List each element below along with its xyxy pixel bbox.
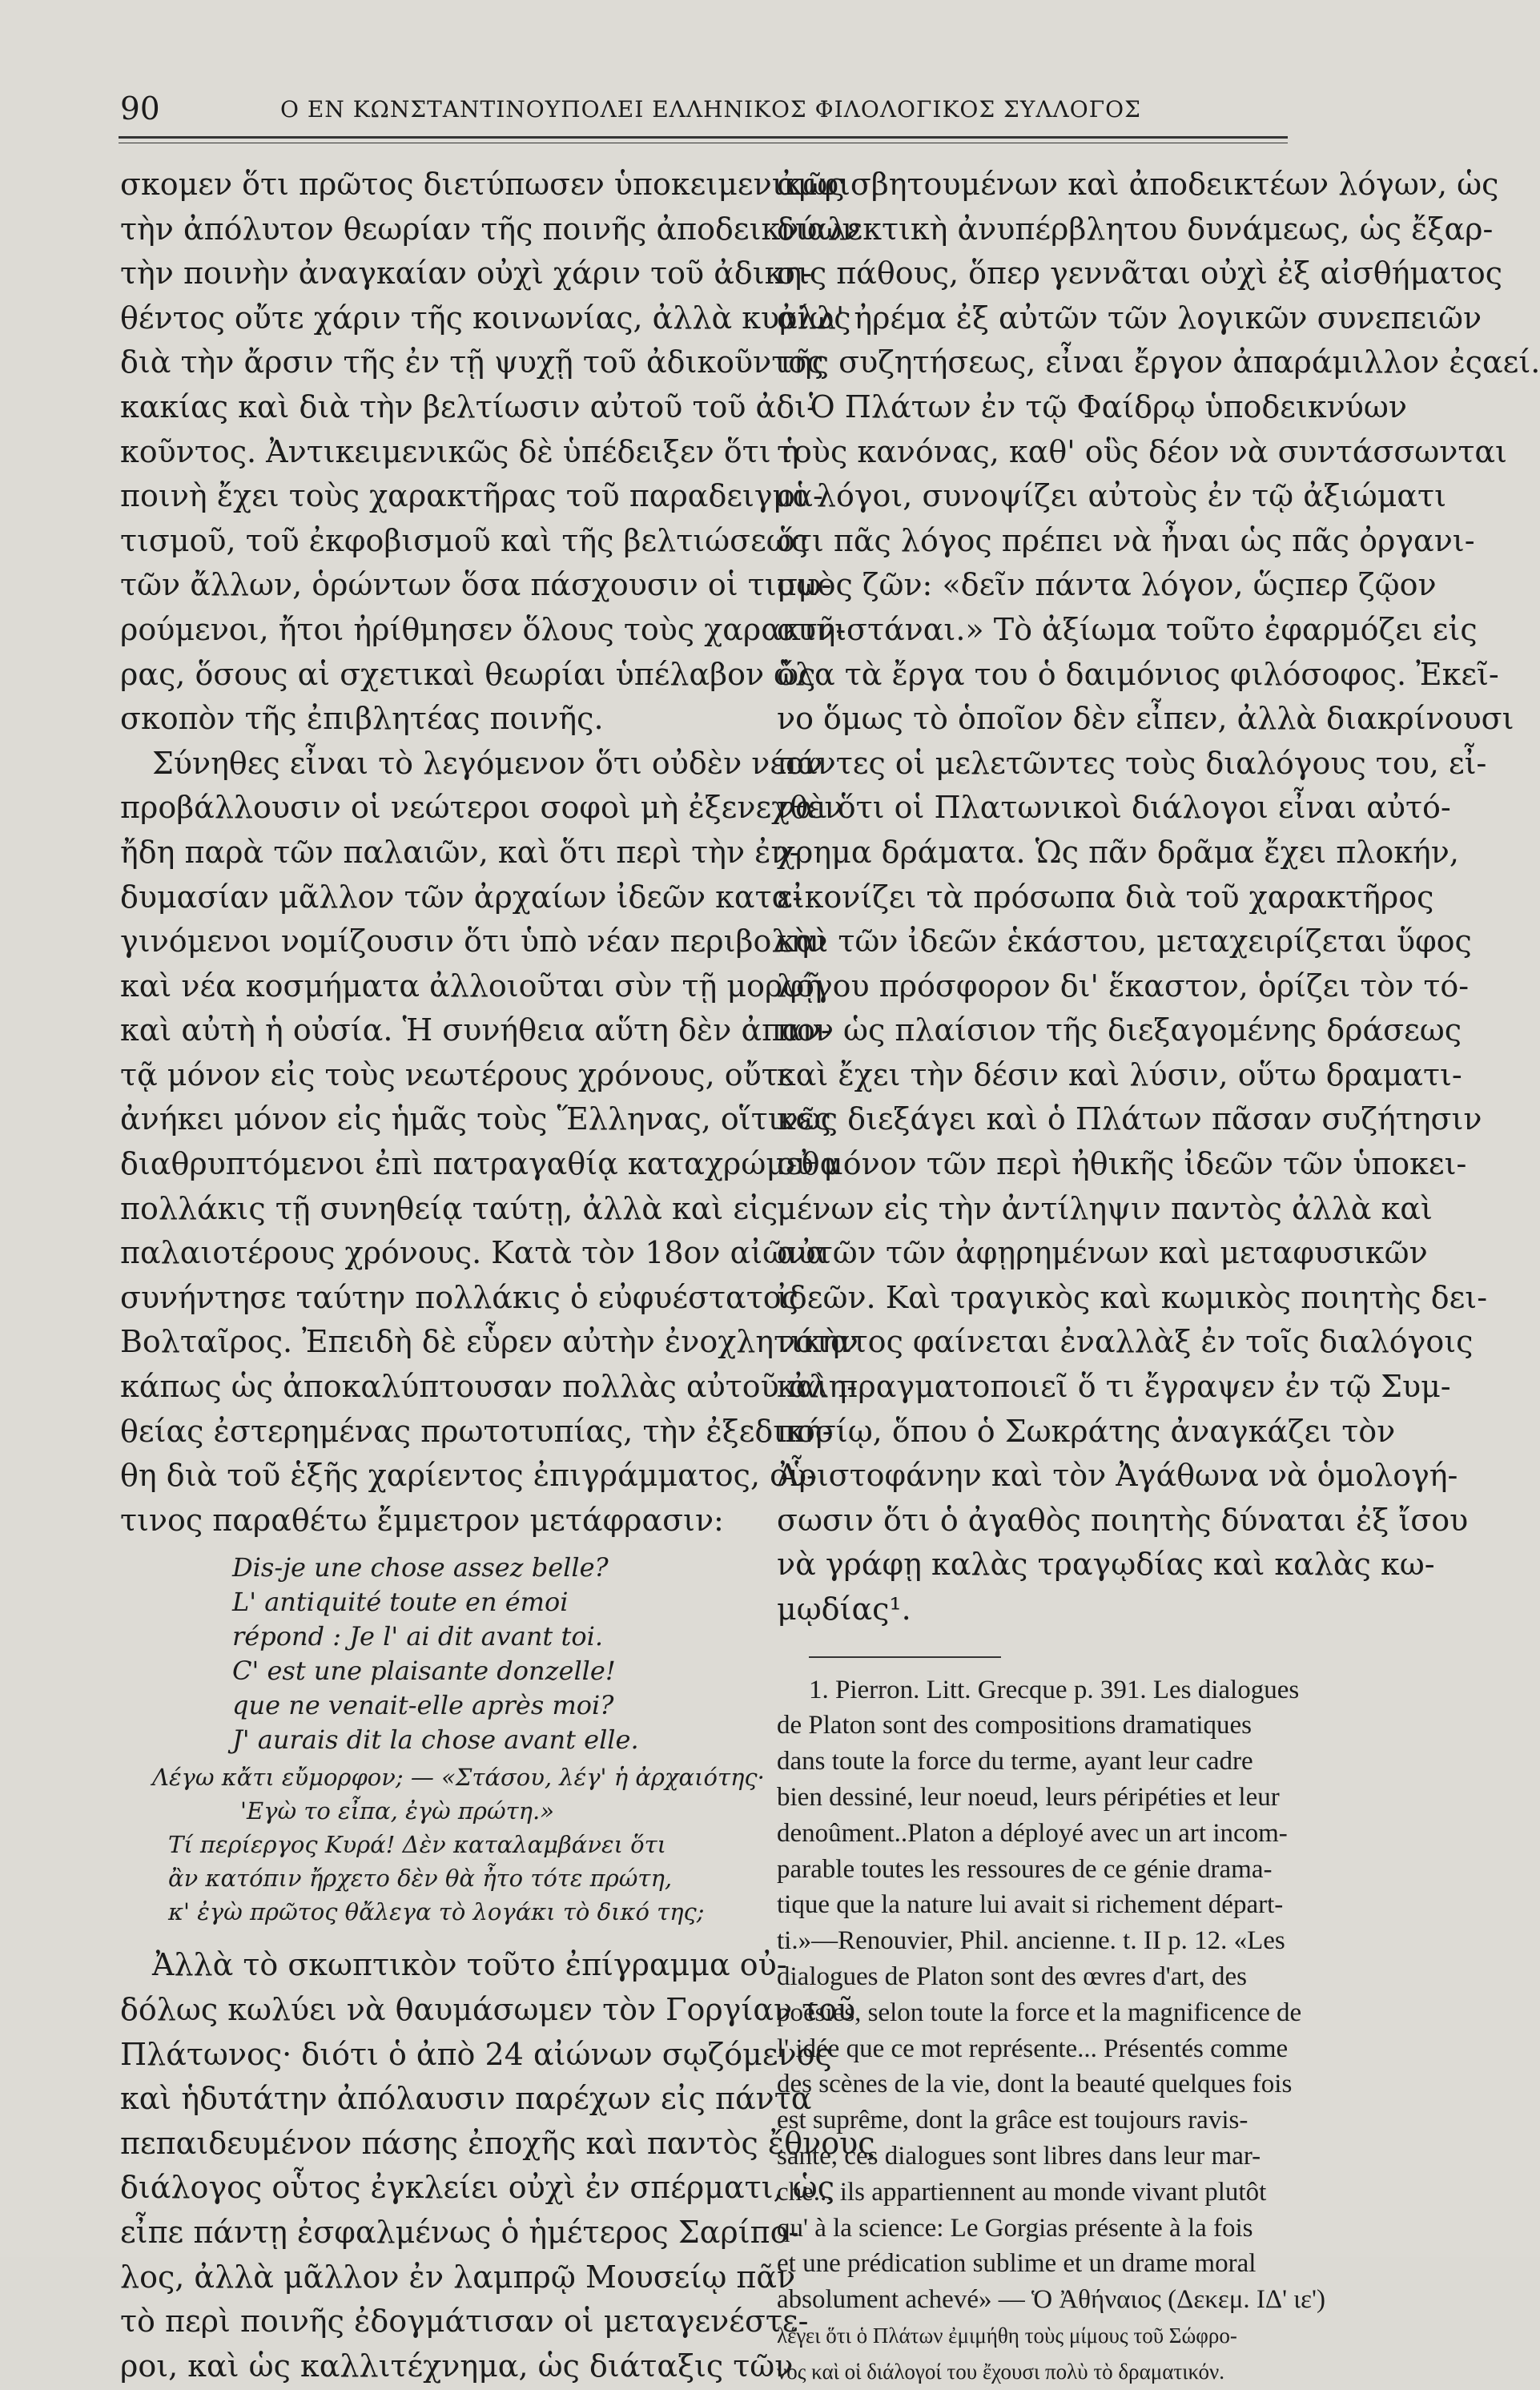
- text-line: διαθρυπτόμενοι ἐπὶ πατραγαθίᾳ καταχρώμεθα: [120, 1146, 841, 1182]
- paragraph: [777, 163, 1540, 385]
- text-line: ἀμφισβητουμένων καὶ ἀποδεικτέων λόγων, ὡς: [777, 167, 1499, 202]
- header-rule: [119, 136, 1288, 139]
- text-line: πολλάκις τῇ συνηθείᾳ ταύτῃ, ἀλλὰ καὶ εἰς: [120, 1190, 778, 1226]
- text-line: τισμοῦ, τοῦ ἐκφοβισμοῦ καὶ τῆς βελτιώσεως: [120, 522, 809, 558]
- text-line: ρας, ὅσους αἱ σχετικαὶ θεωρίαι ὑπέλαβον ὡς: [120, 656, 816, 692]
- text-line: τῶν ἄλλων, ὁρώντων ὅσα πάσχουσιν οἱ τιμω-: [120, 567, 832, 603]
- greek-translation: [152, 1760, 765, 1929]
- text-line: καὶ τῶν ἰδεῶν ἑκάστου, μεταχειρίζεται ὕφος: [777, 923, 1472, 960]
- footnote-line: bien dessiné, leur noeud, leurs péripéties et leur: [777, 1782, 1280, 1812]
- footnote-separator: [809, 1656, 1001, 1658]
- paragraph: [120, 742, 858, 1543]
- text-line: δυμασίαν μᾶλλον τῶν ἀρχαίων ἰδεῶν κατα-: [120, 879, 803, 915]
- text-line: πον ὡς πλαίσιον τῆς διεξαγομένης δράσεως: [777, 1012, 1462, 1048]
- footnote-line: de Platon sont des compositions dramatiques: [777, 1711, 1253, 1740]
- text-line: νότατος φαίνεται ἐναλλὰξ ἐν τοῖς διαλόγοις: [777, 1324, 1474, 1360]
- text-line: κάπως ὡς ἀποκαλύπτουσαν πολλὰς αὐτοῦ ἀλη-: [120, 1369, 858, 1405]
- text-line: ἀλλ' ἠρέμα ἐξ αὐτῶν τῶν λογικῶν συνεπειῶν: [777, 300, 1482, 336]
- text-line: ἀνήκει μόνον εἰς ἡμᾶς τοὺς Ἕλληνας, οἵτινες: [120, 1101, 831, 1137]
- text-line: διὰ τὴν ἄρσιν τῆς ἐν τῇ ψυχῇ τοῦ ἀδικοῦντος: [120, 344, 824, 380]
- text-line: κοῦντος. Ἀντικειμενικῶς δὲ ὑπέδειξεν ὅτι ἡ: [120, 433, 799, 469]
- verse-line: κ' ἐγὼ πρῶτος θἄλεγα τὸ λογάκι τὸ δικό της;: [168, 1898, 705, 1926]
- text-line: συνήντησε ταύτην πολλάκις ὁ εὐφυέστατος: [120, 1279, 798, 1315]
- paragraph: [120, 1943, 875, 2388]
- text-line: ρούμενοι, ἤτοι ἠρίθμησεν ὅλους τοὺς χαρακτῆ-: [120, 611, 846, 647]
- text-line: δόλως κωλύει νὰ θαυμάσωμεν τὸν Γοργίαν τοῦ: [120, 1992, 856, 2027]
- text-line: εἶπε πάντῃ ἐσφαλμένως ὁ ἡμέτερος Σαρίπο-: [120, 2214, 799, 2250]
- footnote-line: parable toutes les ressoures de ce génie drama-: [777, 1854, 1273, 1884]
- text-line: σις πάθους, ὅπερ γεννᾶται οὐχὶ ἐξ αἰσθήματος: [777, 255, 1503, 292]
- text-line: ἤδη παρὰ τῶν παλαιῶν, καὶ ὅτι περὶ τὴν ἐν-: [120, 834, 800, 870]
- text-line: Ἀλλὰ τὸ σκωπτικὸν τοῦτο ἐπίγραμμα οὐ-: [152, 1947, 787, 1983]
- text-line: ὅλα τὰ ἔργα του ὁ δαιμόνιος φιλόσοφος. Ἐκεῖ-: [777, 656, 1499, 692]
- text-line: πεπαιδευμένον πάσης ἐποχῆς καὶ παντὸς ἔθνους: [120, 2125, 875, 2161]
- footnote-line: tique que la nature lui avait si richement départ-: [777, 1890, 1284, 1920]
- text-line: νὰ γράφῃ καλὰς τραγῳδίας καὶ καλὰς κω-: [777, 1547, 1435, 1583]
- footnote-line: dialogues de Platon sont des œvres d'art, des: [777, 1961, 1248, 1991]
- text-line: μῳδίας¹.: [777, 1591, 911, 1627]
- text-line: Βολταῖρος. Ἐπειδὴ δὲ εὗρεν αὐτὴν ἐνοχλητικὴν: [120, 1324, 858, 1360]
- verse-line: 'Εγὼ το εἶπα, ἐγὼ πρώτη.»: [240, 1797, 554, 1825]
- footnote-line: et une prédication sublime et un drame moral: [777, 2249, 1257, 2279]
- footnote-line: λέγει ὅτι ὁ Πλάτων ἐμιμήθη τοὺς μίμους τοῦ Σώφρο-: [777, 2323, 1237, 2348]
- text-line: οὐ μόνον τῶν περὶ ἠθικῆς ἰδεῶν τῶν ὑποκει-: [777, 1146, 1467, 1182]
- text-line: οἱ λόγοι, συνοψίζει αὐτοὺς ἐν τῷ ἀξιώματι: [777, 478, 1446, 514]
- french-epigram: [232, 1551, 729, 1757]
- text-line: κῶς διεξάγει καὶ ὁ Πλάτων πᾶσαν συζήτησιν: [777, 1101, 1482, 1137]
- footnote-line: 1. Pierron. Litt. Grecque p. 391. Les dialogues: [809, 1675, 1300, 1704]
- text-line: λόγου πρόσφορον δι' ἕκαστον, ὁρίζει τὸν τό-: [777, 968, 1470, 1004]
- text-line: συνιστάναι.» Τὸ ἀξίωμα τοῦτο ἐφαρμόζει εἰς: [777, 611, 1478, 647]
- verse-line: C' est une plaisante donzelle!: [232, 1656, 616, 1687]
- footnote-line: qu' à la science: Le Gorgias présente à la fois: [777, 2213, 1253, 2243]
- text-line: τινος παραθέτω ἔμμετρον μετάφρασιν:: [120, 1502, 724, 1538]
- text-line: καὶ ἔχει τὴν δέσιν καὶ λύσιν, οὕτω δραματι-: [777, 1056, 1462, 1092]
- text-line: τὴν ποινὴν ἀναγκαίαν οὐχὶ χάριν τοῦ ἀδικη-: [120, 255, 813, 292]
- text-line: εἰκονίζει τὰ πρόσωπα διὰ τοῦ χαρακτῆρος: [777, 879, 1434, 915]
- text-line: τῆς συζητήσεως, εἶναι ἔργον ἀπαράμιλλον ἐςαεί.: [777, 344, 1540, 380]
- text-line: σμὸς ζῶν: «δεῖν πάντα λόγον, ὥςπερ ζῷον: [777, 567, 1437, 603]
- text-line: καὶ νέα κοσμήματα ἀλλοιοῦται σὺν τῇ μορφῇ: [120, 968, 822, 1004]
- text-line: νο ὅμως τὸ ὁποῖον δὲν εἶπεν, ἀλλὰ διακρίνουσι: [777, 701, 1514, 737]
- text-line: ἰδεῶν. Καὶ τραγικὸς καὶ κωμικὸς ποιητὴς δει-: [777, 1279, 1488, 1315]
- footnote: [777, 1672, 1325, 2390]
- text-line: τὸ περὶ ποινῆς ἐδογμάτισαν οἱ μεταγενέστε-: [120, 2303, 809, 2340]
- footnote-line: νος καὶ οἱ διάλογοί του ἔχουσι πολὺ τὸ δραματικόν.: [777, 2359, 1224, 2384]
- page-number: 90: [120, 91, 160, 127]
- text-line: διαλεκτικὴ ἀνυπέρβλητου δυνάμεως, ὡς ἔξαρ-: [777, 211, 1494, 247]
- verse-line: Λέγω κἄτι εὔμορφον; — «Στάσου, λέγ' ἡ ἀρχαιότης·: [152, 1764, 765, 1792]
- verse-line: Τί περίεργος Κυρά! Δὲν καταλαμβάνει ὅτι: [168, 1831, 667, 1859]
- text-line: λος, ἀλλὰ μᾶλλον ἐν λαμπρῷ Μουσείῳ πᾶν: [120, 2259, 796, 2295]
- footnote-line: l' idée que ce mot représente... Présentés comme: [777, 2034, 1289, 2063]
- text-line: τοὺς κανόνας, καθ' οὓς δέον νὰ συντάσσωνται: [777, 433, 1507, 469]
- text-line: Ἀριστοφάνην καὶ τὸν Ἀγάθωνα νὰ ὁμολογή-: [777, 1458, 1458, 1494]
- right-column: [777, 163, 1540, 2390]
- text-line: Σύνηθες εἶναι τὸ λεγόμενον ὅτι οὐδὲν νέον: [152, 745, 823, 781]
- text-line: σκοπὸν τῆς ἐπιβλητέας ποινῆς.: [120, 701, 604, 737]
- text-line: κακίας καὶ διὰ τὴν βελτίωσιν αὐτοῦ τοῦ ἀδι-: [120, 388, 817, 424]
- footnote-line: ti.»—Renouvier, Phil. ancienne. t. II p. 12. «Les: [777, 1926, 1285, 1956]
- paragraph: [120, 163, 861, 742]
- text-line: θείας ἐστερημένας πρωτοτυπίας, τὴν ἐξεδική-: [120, 1413, 833, 1449]
- text-line: γινόμενοι νομίζουσιν ὅτι ὑπὸ νέαν περιβολὴν: [120, 923, 828, 960]
- text-line: Πλάτωνος· διότι ὁ ἀπὸ 24 αἰώνων σῳζόμενος: [120, 2036, 832, 2072]
- text-line: Ὁ Πλάτων ἐν τῷ Φαίδρῳ ὑποδεικνύων: [809, 388, 1407, 424]
- text-line: διάλογος οὗτος ἐγκλείει οὐχὶ ἐν σπέρματι, ὡς: [120, 2170, 834, 2206]
- text-line: προβάλλουσιν οἱ νεώτεροι σοφοὶ μὴ ἐξενεχθὲν: [120, 790, 843, 826]
- verse-line: J' aurais dit la chose avant elle.: [232, 1724, 639, 1756]
- text-line: ροι, καὶ ὡς καλλιτέχνημα, ὡς διάταξις τῶν: [120, 2348, 794, 2384]
- text-line: πάντες οἱ μελετῶντες τοὺς διαλόγους του, εἶ-: [777, 745, 1487, 781]
- footnote-line: dans toute la force du terme, ayant leur cadre: [777, 1747, 1253, 1776]
- footnote-line: denoûment..Platon a déployé avec un art incom-: [777, 1818, 1288, 1848]
- text-line: ποινὴ ἔχει τοὺς χαρακτῆρας τοῦ παραδειγμα-: [120, 478, 823, 514]
- text-line: μένων εἰς τὴν ἀντίληψιν παντὸς ἀλλὰ καὶ: [777, 1190, 1433, 1226]
- text-line: παλαιοτέρους χρόνους. Κατὰ τὸν 18ον αἰῶνα: [120, 1235, 826, 1271]
- text-line: καὶ ἡδυτάτην ἀπόλαυσιν παρέχων εἰς πάντα: [120, 2081, 812, 2117]
- verse-line: Dis-je une chose assez belle?: [232, 1552, 609, 1583]
- verse-line: ἂν κατόπιν ἤρχετο δὲν θὰ ἦτο τότε πρώτη,: [168, 1865, 673, 1893]
- footnote-line: che... ils appartiennent au monde vivant plutôt: [777, 2177, 1267, 2207]
- text-line: θη διὰ τοῦ ἑξῆς χαρίεντος ἐπιγράμματος, οὗ-: [120, 1458, 817, 1494]
- footnote-line: absolument achevé» — Ὁ Ἀθήναιος (Δεκεμ. ΙΔ' ιε'): [777, 2285, 1325, 2315]
- page-header: [120, 90, 1281, 130]
- verse-line: que ne venait-elle après moi?: [232, 1690, 614, 1721]
- text-line: ὅτι πᾶς λόγος πρέπει νὰ ἦναι ὡς πᾶς ὀργανι-: [777, 522, 1475, 558]
- footnote-line: poésies, selon toute la force et la magnificence de: [777, 1998, 1302, 2027]
- paragraph: [777, 385, 1514, 1632]
- text-line: αὐτῶν τῶν ἀφῃρημένων καὶ μεταφυσικῶν: [777, 1235, 1428, 1271]
- running-title: Ο ΕΝ ΚΩΝΣΤΑΝΤΙΝΟΥΠΟΛΕΙ ΕΛΛΗΝΙΚΟΣ ΦΙΛΟΛΟΓΙΚΟΣ ΣΥΛΛΟΓΟΣ: [280, 96, 1141, 123]
- text-line: τὴν ἀπόλυτον θεωρίαν τῆς ποινῆς ἀποδεικνύων: [120, 211, 861, 247]
- text-line: τᾷ μόνον εἰς τοὺς νεωτέρους χρόνους, οὔτε: [120, 1056, 794, 1092]
- text-line: καὶ πραγματοποιεῖ ὅ τι ἔγραψεν ἐν τῷ Συμ-: [777, 1369, 1451, 1405]
- footnote-line: est suprême, dont la grâce est toujours ravis-: [777, 2106, 1248, 2135]
- verse-line: L' antiquité toute en émoi: [232, 1587, 569, 1618]
- text-line: ποσίῳ, ὅπου ὁ Σωκράτης ἀναγκάζει τὸν: [777, 1413, 1396, 1449]
- text-line: θέντος οὔτε χάριν τῆς κοινωνίας, ἀλλὰ κυρίως: [120, 300, 851, 336]
- text-line: χρημα δράματα. Ὡς πᾶν δρᾶμα ἔχει πλοκήν,: [777, 834, 1459, 870]
- footnote-line: sante, ces dialogues sont libres dans leur mar-: [777, 2141, 1261, 2171]
- text-line: σωσιν ὅτι ὁ ἀγαθὸς ποιητὴς δύναται ἐξ ἴσου: [777, 1502, 1469, 1538]
- text-line: ναι ὅτι οἱ Πλατωνικοὶ διάλογοι εἶναι αὐτό-: [777, 790, 1451, 826]
- text-line: καὶ αὐτὴ ἡ οὐσία. Ἡ συνήθεια αὕτη δὲν ἀπαν-: [120, 1012, 831, 1048]
- footnote-line: des scènes de la vie, dont la beauté quelques fois: [777, 2070, 1293, 2099]
- text-line: σκομεν ὅτι πρῶτος διετύπωσεν ὑποκειμενικῶς: [120, 167, 845, 202]
- verse-line: répond : Je l' ai dit avant toi.: [232, 1621, 603, 1652]
